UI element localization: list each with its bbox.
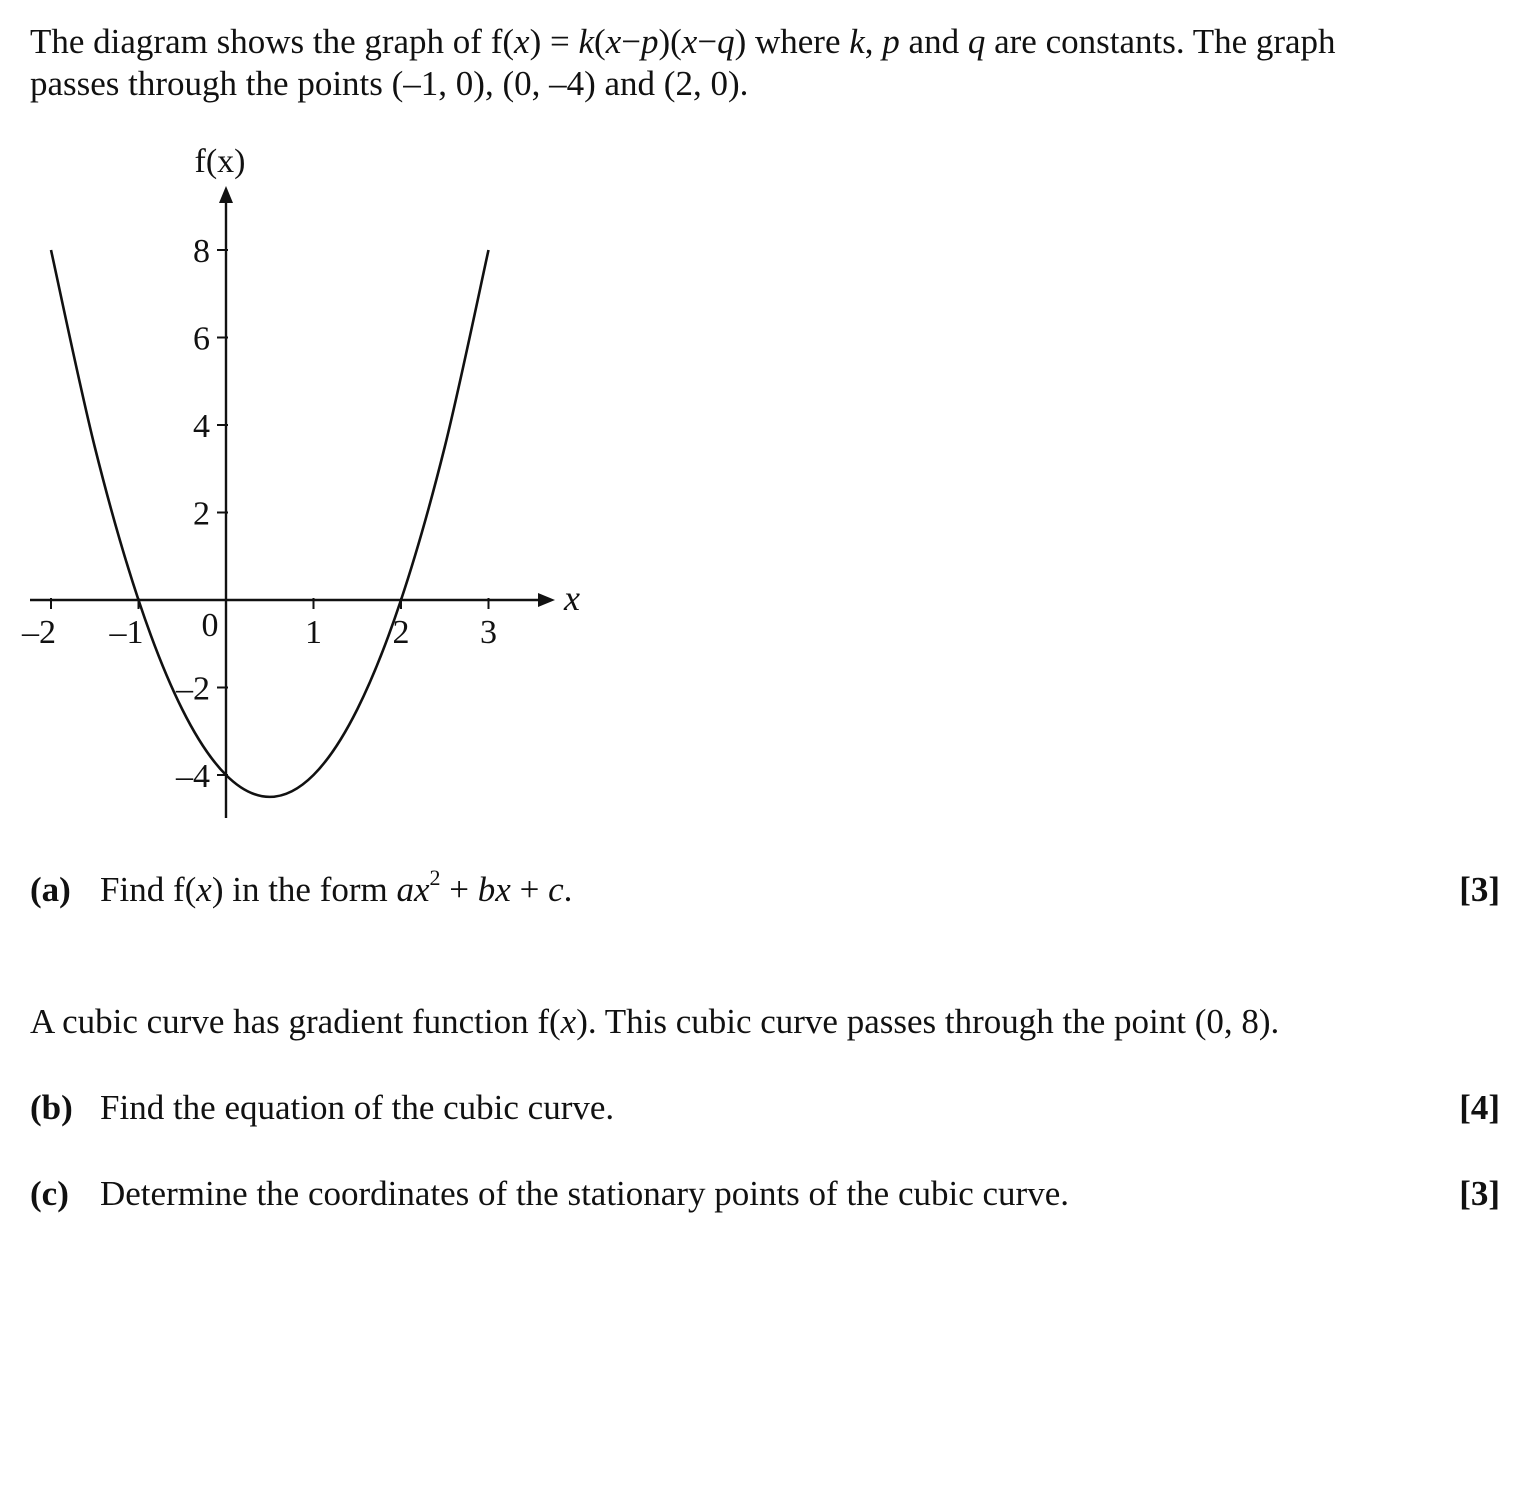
x-tick-label: –2 (22, 614, 56, 651)
x-tick-label: –1 (109, 614, 144, 651)
y-tick-label: 4 (193, 408, 210, 445)
y-tick-label: –4 (176, 758, 210, 795)
x-axis-label: x (564, 578, 580, 618)
x-tick-label: 1 (305, 614, 322, 651)
y-tick-label: 2 (193, 495, 210, 533)
cubic-intro: A cubic curve has gradient function f(x). This cubic curve passes through the point (0, 8). (30, 1002, 1280, 1041)
part-a-label: (a) (30, 870, 71, 909)
part-a-marks: [3] (1459, 870, 1500, 909)
y-tick-label: 6 (193, 320, 210, 358)
part-c-label: (c) (30, 1174, 69, 1213)
part-b-question: Find the equation of the cubic curve. (100, 1088, 615, 1127)
y-tick-label: –2 (176, 670, 210, 708)
part-a-question: Find f(x) in the form $ax^2$ + bx + c. (100, 865, 573, 909)
x-axis-arrow (538, 593, 555, 607)
intro-line-2: passes through the points (–1, 0), (0, –4) and (2, 0). (30, 64, 749, 103)
function-graph (0, 130, 620, 830)
parabola-curve (51, 250, 489, 797)
y-axis-label: f(x) (194, 143, 246, 180)
origin-label: 0 (201, 607, 219, 644)
tick-labels (21, 233, 497, 795)
y-axis-arrow (219, 186, 233, 203)
part-b-label: (b) (30, 1088, 73, 1127)
intro-line-1: The diagram shows the graph of f(x) = k(x−p)(x−q) where k, p and q are constants. The graph (30, 22, 1336, 61)
y-tick-label: 8 (193, 233, 210, 270)
part-c-question: Determine the coordinates of the stationary points of the cubic curve. (100, 1174, 1069, 1213)
ticks (51, 250, 489, 775)
part-c-marks: [3] (1459, 1174, 1500, 1213)
part-b-marks: [4] (1459, 1088, 1500, 1127)
x-tick-label: 3 (480, 614, 497, 651)
x-tick-label: 2 (392, 614, 410, 651)
